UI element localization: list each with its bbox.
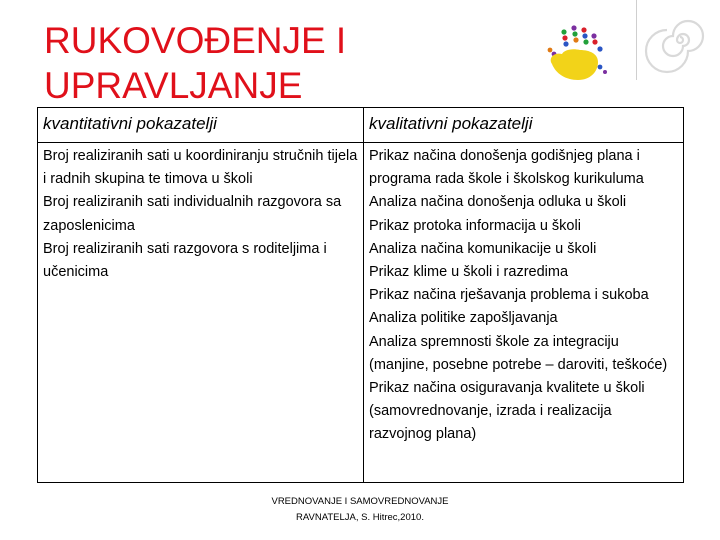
colorful-hand-icon bbox=[538, 22, 610, 84]
quantitative-list bbox=[38, 143, 364, 483]
list-item: Prikaz načina osiguravanja kvalitete u školi (samovrednovanje, izrada i realizacija razvojnog plana) bbox=[369, 380, 645, 443]
list-item: Broj realiziranih sati individualnih razgovora sa zaposlenicima bbox=[43, 194, 342, 234]
table-header-row bbox=[38, 108, 684, 143]
header-quantitative: kvantitativni pokazatelji bbox=[38, 108, 364, 143]
list-item: Analiza politike zapošljavanja bbox=[369, 310, 558, 327]
list-item: Prikaz načina rješavanja problema i sukoba bbox=[369, 287, 649, 304]
slide-title bbox=[44, 18, 346, 108]
list-item: Prikaz načina donošenja godišnjeg plana i programa rada škole i školskog kurikuluma bbox=[369, 148, 644, 188]
list-item: Analiza načina donošenja odluka u školi bbox=[369, 194, 627, 211]
list-item: Prikaz protoka informacija u školi bbox=[369, 217, 581, 234]
list-item: Broj realiziranih sati razgovora s roditeljima i učenicima bbox=[43, 240, 327, 281]
list-item: Analiza načina komunikacije u školi bbox=[369, 240, 597, 257]
indicators-table bbox=[37, 107, 684, 483]
header-divider-line bbox=[636, 0, 637, 80]
table-body-row bbox=[38, 143, 684, 483]
footer-line-2: RAVNATELJA, S. Hitrec,2010. bbox=[296, 512, 424, 523]
hand-palm-shape bbox=[551, 49, 598, 80]
list-item: Prikaz klime u školi i razredima bbox=[369, 264, 569, 281]
footer-line-1: VREDNOVANJE I SAMOVREDNOVANJE bbox=[271, 496, 449, 507]
header-qualitative: kvalitativni pokazatelji bbox=[364, 108, 684, 143]
qualitative-list bbox=[364, 143, 684, 483]
slide-title-line-1: RUKOVOĐENJE I bbox=[44, 20, 347, 61]
list-item: Analiza spremnosti škole za integraciju (manjine, posebne potrebe – daroviti, teškoće) bbox=[369, 333, 668, 373]
spiral-icon bbox=[640, 0, 720, 80]
list-item: Broj realiziranih sati u koordiniranju stručnih tijela i radnih skupina te timova u školi bbox=[43, 148, 358, 188]
slide-footer bbox=[0, 494, 720, 526]
slide-title-line-2: UPRAVLJANJE bbox=[44, 65, 303, 106]
